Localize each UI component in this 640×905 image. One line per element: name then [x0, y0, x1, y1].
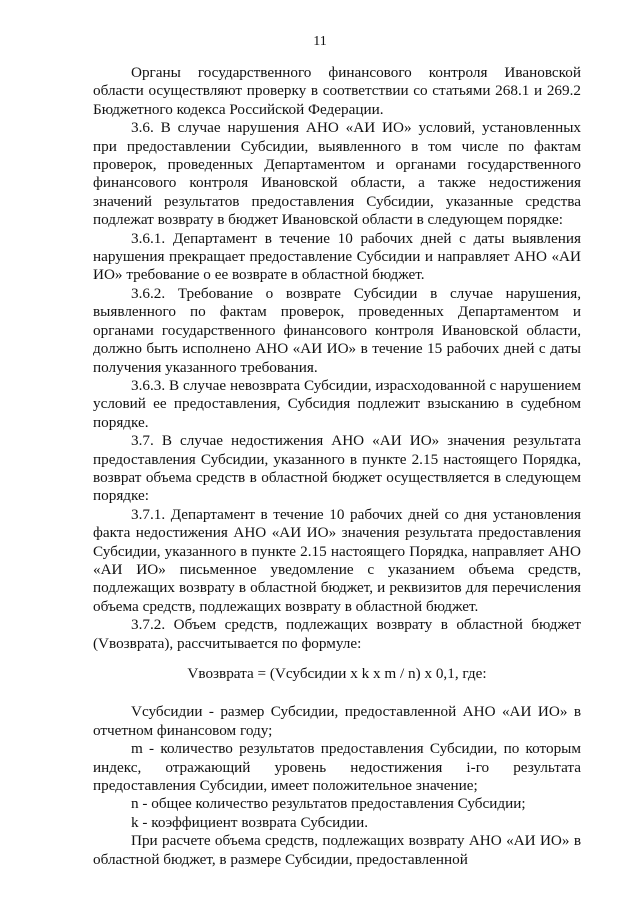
definition-n: n - общее количество результатов предоставления Субсидии;: [131, 795, 526, 813]
paragraph-3-6-2: 3.6.2. Требование о возврате Субсидии в случае нарушения, выявленного по фактам проверок, проведенных Департаментом и органами государственного финансового контроля Ивановской области, должно быть исполнено АНО «АИ ИО» в течение 15 рабочих дней с даты получения указанного требования.: [93, 284, 581, 376]
document-body: [93, 64, 581, 869]
paragraph-3-6-3: 3.6.3. В случае невозврата Субсидии, израсходованной с нарушением условий ее предоставления, Субсидия подлежит взысканию в судебном порядке.: [93, 376, 581, 431]
definition-m: m - количество результатов предоставления Субсидии, по которым индекс, отражающий уровень недостижения i-го результата предоставления Субсидии, имеет положительное значение;: [93, 740, 581, 795]
paragraph-3-7-2: 3.7.2. Объем средств, подлежащих возврату в областной бюджет (Vвозврата), рассчитывается по формуле:: [93, 616, 581, 652]
definition-v-subsidy: Vсубсидии - размер Субсидии, предоставленной АНО «АИ ИО» в отчетном финансовом году;: [93, 703, 581, 739]
paragraph-3-7-1: 3.7.1. Департамент в течение 10 рабочих дней со дня установления факта недостижения АНО «АИ ИО» значения результата предоставления Субсидии, указанного в пункте 2.15 настоящего Порядка, направляет АНО «АИ ИО» письменное уведомление с указанием объема средств, подлежащих возврату в областной бюджет, и реквизитов для перечисления объема средств, подлежащих возврату в областной бюджет.: [93, 505, 581, 615]
paragraph-3-6-1: 3.6.1. Департамент в течение 10 рабочих дней с даты выявления нарушения прекращает предоставление Субсидии и направляет АНО «АИ ИО» требование о ее возврате в областной бюджет.: [93, 229, 581, 284]
paragraph-control-bodies: Органы государственного финансового контроля Ивановской области осуществляют проверку в соответствии со статьями 268.1 и 269.2 Бюджетного кодекса Российской Федерации.: [93, 64, 581, 118]
formula: Vвозврата = (Vсубсидии x k x m / n) x 0,1, где:: [187, 665, 487, 682]
paragraph-3-6: 3.6. В случае нарушения АНО «АИ ИО» условий, установленных при предоставлении Субсидии, выявленного в том числе по фактам проверок, проведенных Департаментом и органами государственного финансового контроля Ивановской области, а также недостижения значений результатов предоставления Субсидии, указанные средства подлежат возврату в бюджет Ивановской области в следующем порядке:: [93, 119, 581, 229]
definition-k: k - коэффициент возврата Субсидии.: [131, 813, 368, 831]
paragraph-calculation: При расчете объема средств, подлежащих возврату АНО «АИ ИО» в областной бюджет, в размере Субсидии, предоставленной: [93, 832, 581, 868]
page-number: 11: [313, 34, 327, 49]
paragraph-3-7: 3.7. В случае недостижения АНО «АИ ИО» значения результата предоставления Субсидии, указанного в пункте 2.15 настоящего Порядка, возврат объема средств в областной бюджет осуществляется в следующем порядке:: [93, 432, 581, 505]
